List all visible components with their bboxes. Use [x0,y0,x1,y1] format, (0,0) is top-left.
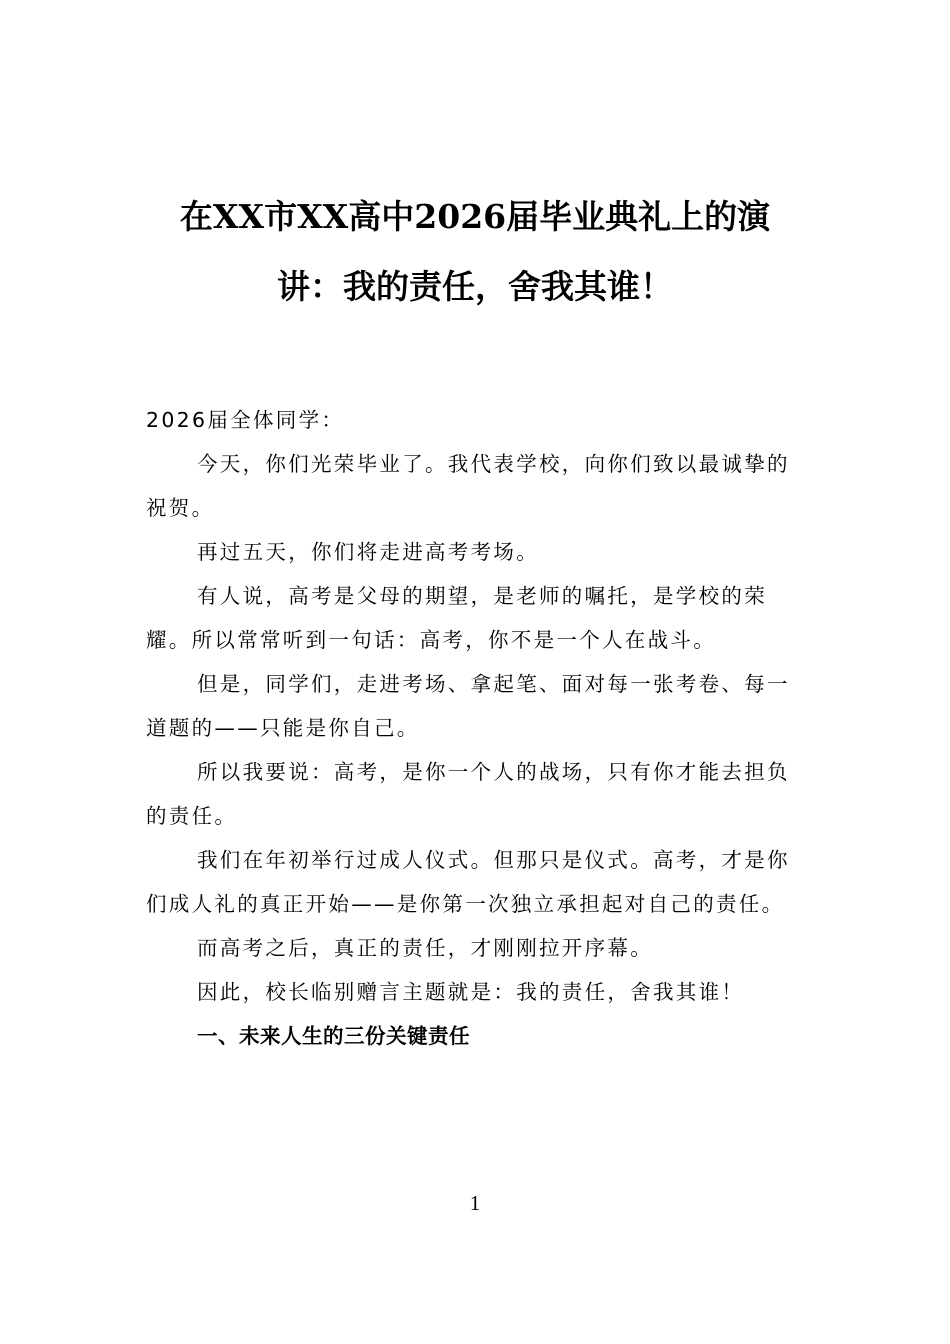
paragraph: 今天，你们光荣毕业了。我代表学校，向你们致以最诚挚的祝贺。 [146,452,790,520]
paragraph: 我们在年初举行过成人仪式。但那只是仪式。高考，才是你们成人礼的真正开始——是你第一次独立承担起对自己的责任。 [146,848,790,916]
document-title-line-1: 在XX市XX高中2026届毕业典礼上的演 [179,197,771,236]
page-number: 1 [469,1191,481,1215]
paragraph: 但是，同学们，走进考场、拿起笔、面对每一张考卷、每一道题的——只能是你自己。 [146,672,790,740]
section-heading: 一、未来人生的三份关键责任 [197,1024,470,1048]
paragraph: 因此，校长临别赠言主题就是：我的责任，舍我其谁！ [197,980,745,1004]
paragraph: 所以我要说：高考，是你一个人的战场，只有你才能去担负的责任。 [146,760,790,828]
paragraph: 再过五天，你们将走进高考考场。 [197,540,539,564]
paragraph: 有人说，高考是父母的期望，是老师的嘱托，是学校的荣耀。所以常常听到一句话：高考，你不是一个人在战斗。 [146,584,767,652]
document-body [146,398,806,1058]
paragraph: 而高考之后，真正的责任，才刚刚拉开序幕。 [197,936,653,960]
salutation: 2026届全体同学： [146,408,345,432]
document-title-line-2: 讲：我的责任，舍我其谁！ [277,267,673,306]
